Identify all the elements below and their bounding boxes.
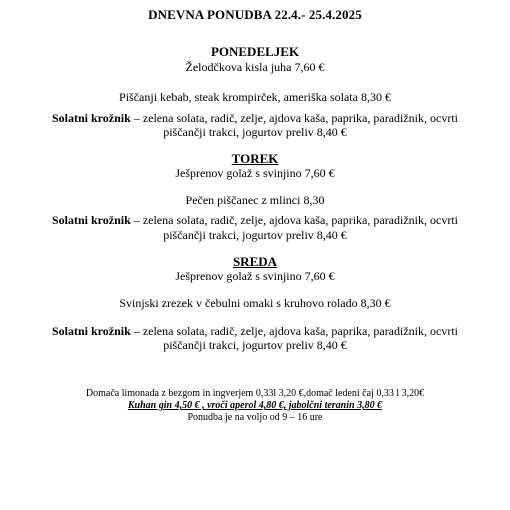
drinks-line: Domača limonada z bezgom in ingverjem 0,33l 3,20 €,domač ledeni čaj 0,33 l 3,20€ [85,388,425,399]
salad-plate-line [0,111,510,125]
menu-title: DNEVNA PONUDBA 22.4.- 25.4.2025 [148,7,362,22]
menu-item: Ješprenov golaž s svinjino 7,60 € [175,166,335,180]
availability-note: Ponudba je na voljo od 9 – 16 ure [187,412,323,423]
day-heading-monday: PONEDELJEK [210,44,300,59]
day-heading-tuesday: TOREK [231,151,279,166]
menu-item: Svinjski zrezek v čebulni omaki s kruhovo rolado 8,30 € [119,296,391,310]
menu-item: Ješprenov golaž s svinjino 7,60 € [175,269,335,283]
hot-drinks-line: Kuhan gin 4,50 € , vroči aperol 4,80 €, jabolčni teranin 3,80 € [127,400,383,411]
salad-plate-label: Solatni krožnik [52,111,131,125]
menu-item: Piščanji kebab, steak krompirček, ameriška solata 8,30 € [119,90,391,104]
salad-plate-description: – zelena solata, radič, zelje, ajdova kaša, paprika, paradižnik, ocvrti [130,324,458,338]
menu-item: Želodčkova kisla juha 7,60 € [185,60,325,74]
day-heading-wednesday: SREDA [232,254,278,269]
salad-plate-line-2: piščančji trakci, jogurtov preliv 8,40 € [163,338,347,352]
salad-plate-line [0,324,510,338]
salad-plate-label: Solatni krožnik [52,324,131,338]
menu-item: Pečen piščanec z mlinci 8,30 [185,193,325,207]
salad-plate-line [0,213,510,227]
salad-plate-line-2: piščančji trakci, jogurtov preliv 8,40 € [163,125,347,139]
salad-plate-label: Solatni krožnik [52,213,131,227]
salad-plate-description: – zelena solata, radič, zelje, ajdova kaša, paprika, paradižnik, ocvrti [130,111,458,125]
salad-plate-line-2: piščančji trakci, jogurtov preliv 8,40 € [163,228,347,242]
salad-plate-description: – zelena solata, radič, zelje, ajdova kaša, paprika, paradižnik, ocvrti [130,213,458,227]
